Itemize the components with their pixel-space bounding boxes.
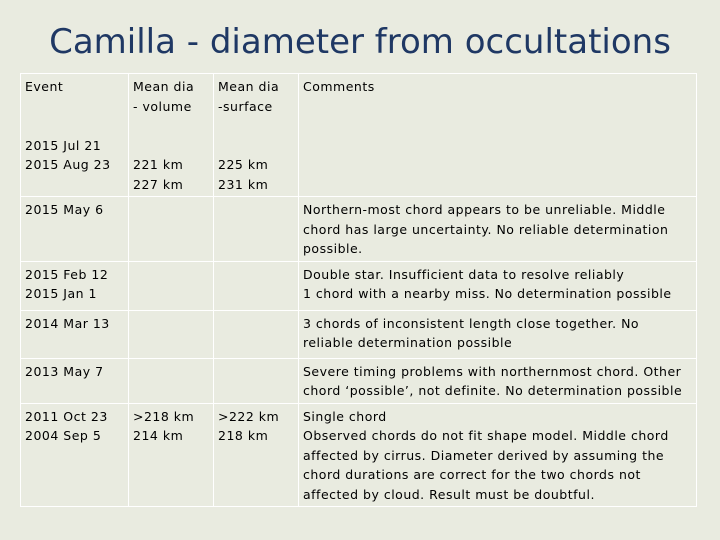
volume-cell [129, 310, 214, 358]
event-cell [21, 74, 129, 197]
volume-cell [129, 261, 214, 310]
table-row [21, 261, 697, 310]
header-event: Event [25, 79, 64, 94]
event-cell: 2013 May 7 [21, 358, 129, 403]
comments-cell: 3 chords of inconsistent length close together. No reliable determination possible [299, 310, 697, 358]
surface-cell: >222 km 218 km [214, 403, 299, 507]
volume-cell [129, 197, 214, 262]
header-mean-dia-surface: Mean dia -surface [218, 79, 280, 114]
header-comments: Comments [303, 79, 375, 94]
surface-cell [214, 358, 299, 403]
comments-cell: Double star. Insufficient data to resolve reliably 1 chord with a nearby miss. No determination possible [299, 261, 697, 310]
table-row [21, 197, 697, 262]
comments-cell [299, 74, 697, 197]
surface-cell [214, 310, 299, 358]
event-cell: 2015 May 6 [21, 197, 129, 262]
table-row [21, 310, 697, 358]
slide-title: Camilla - diameter from occultations [49, 22, 671, 62]
header-mean-dia-volume: Mean dia - volume [133, 79, 195, 114]
surface-cell [214, 74, 299, 197]
event-cell: 2015 Feb 12 2015 Jan 1 [21, 261, 129, 310]
occultation-table [20, 73, 697, 507]
table-row [21, 74, 697, 197]
surface-values: 225 km 231 km [218, 157, 269, 192]
event-cell: 2014 Mar 13 [21, 310, 129, 358]
event-values: 2015 Jul 21 2015 Aug 23 [25, 137, 111, 172]
table-row [21, 403, 697, 507]
volume-cell: >218 km 214 km [129, 403, 214, 507]
surface-cell [214, 197, 299, 262]
surface-cell [214, 261, 299, 310]
comments-cell: Severe timing problems with northernmost chord. Other chord ‘possible’, not definite. No determination possible [299, 358, 697, 403]
volume-cell [129, 358, 214, 403]
volume-cell [129, 74, 214, 197]
table-row [21, 358, 697, 403]
comments-cell: Single chord Observed chords do not fit shape model. Middle chord affected by cirrus. Diameter derived by assuming the chord durations are correct for the two chords not affected by cloud. Result must be doubtful. [299, 403, 697, 507]
event-cell: 2011 Oct 23 2004 Sep 5 [21, 403, 129, 507]
volume-values: 221 km 227 km [133, 157, 184, 192]
comments-cell: Northern-most chord appears to be unreliable. Middle chord has large uncertainty. No reliable determination possible. [299, 197, 697, 262]
